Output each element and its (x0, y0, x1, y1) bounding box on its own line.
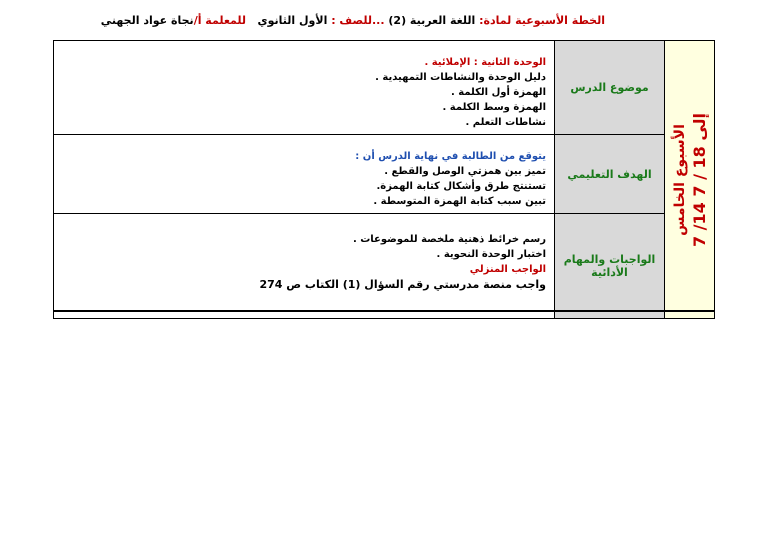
subject: اللغة العربية (2) (388, 14, 476, 27)
content-line: تميز بين همزتي الوصل والقطع . (384, 166, 546, 177)
teacher-label: للمعلمة أ/ (193, 14, 247, 27)
week-label (670, 112, 710, 246)
content-line: تستنتج طرق وأشكال كتابة الهمزة. (376, 181, 546, 192)
week-dates: 7 /14 إلى 18 / 7 (689, 112, 709, 247)
content-line: الهمزة أول الكلمة . (450, 87, 546, 98)
row-content-tasks (54, 214, 555, 319)
content-line: دليل الوحدة والنشاطات التمهيدية . (375, 72, 546, 83)
week-cell (665, 41, 715, 319)
row-content-objective (54, 135, 555, 214)
content-line: نشاطات التعلم . (465, 117, 546, 128)
table-row (54, 214, 715, 319)
table-bottom-border (53, 310, 715, 312)
content-line: يتوقع من الطالبة في نهاية الدرس أن : (355, 151, 546, 162)
class-value: الأول الثانوي (257, 14, 328, 27)
content-line: واجب منصة مدرستي رقم السؤال (1) الكتاب ص 274 (259, 278, 546, 291)
page-header (100, 14, 605, 32)
row-label-tasks: الواجبات والمهام الأدائية (555, 214, 665, 319)
week-title: الأسبوع الخامس (671, 123, 688, 236)
content-line: تبين سبب كتابة الهمزة المتوسطة . (373, 196, 546, 207)
content-line: اختبار الوحدة النحوية . (436, 249, 546, 260)
row-label-topic: موضوع الدرس (555, 41, 665, 135)
weekly-plan-table (53, 40, 715, 319)
content-line: الهمزة وسط الكلمة . (442, 102, 546, 113)
row-label-objective: الهدف التعليمي (555, 135, 665, 214)
teacher-name: نجاة عواد الجهني (100, 14, 194, 27)
table-row (54, 41, 715, 135)
class-label: ...للصف : (331, 14, 385, 27)
row-content-topic (54, 41, 555, 135)
table-row (54, 135, 715, 214)
plan-label: الخطة الأسبوعية لمادة: (479, 14, 605, 27)
content-line: الوحدة الثانية : الإملائية . (424, 57, 546, 68)
content-line: رسم خرائط ذهنية ملخصة للموضوعات . (352, 234, 546, 245)
content-line: الواجب المنزلي (469, 264, 546, 275)
